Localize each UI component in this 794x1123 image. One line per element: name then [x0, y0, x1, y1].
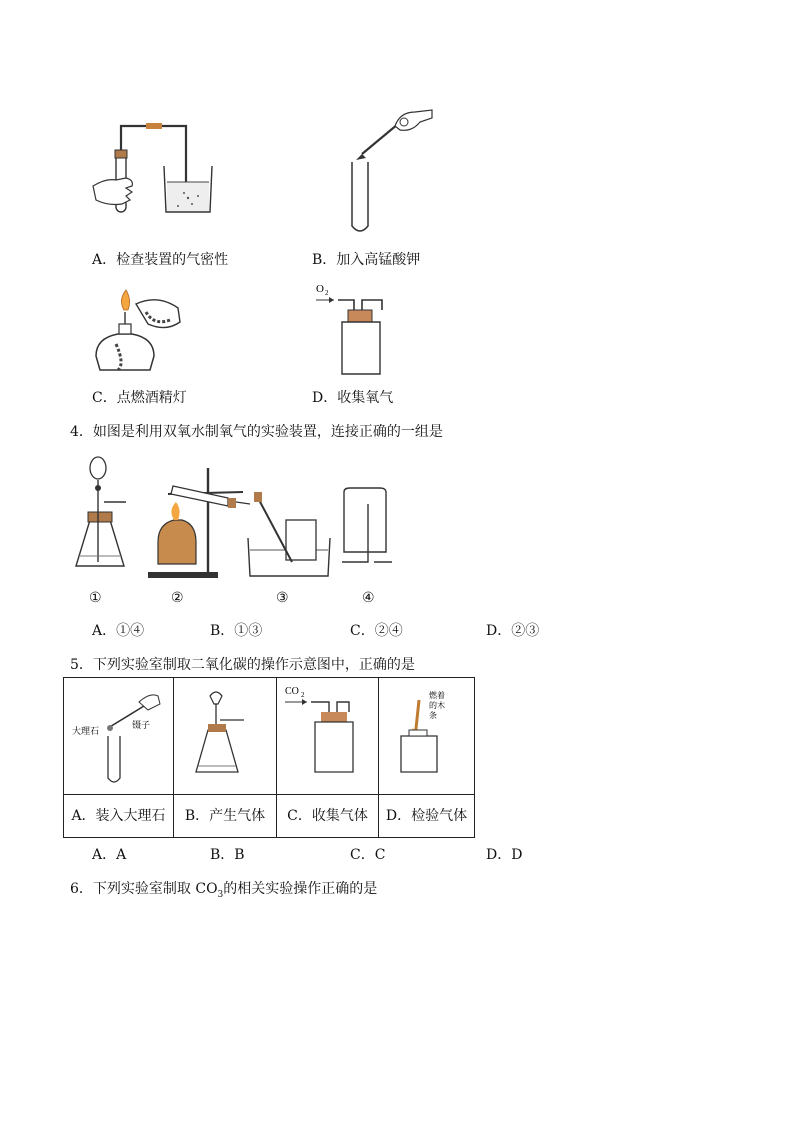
- q5-caption-b: B．产生气体: [184, 808, 266, 824]
- q4-stem: 4．如图是利用双氧水制氧气的实验装置，连接正确的一组是: [70, 424, 443, 440]
- q5-options-table: [63, 677, 475, 838]
- q5-caption-c: C．收集气体: [287, 808, 368, 824]
- burning-stick-label-1: 燃着: [429, 691, 445, 700]
- q5-caption-a: A．装入大理石: [71, 808, 166, 824]
- co2-label: CO: [285, 686, 299, 697]
- q5-option-c: C．C: [350, 847, 386, 863]
- q4-label-3: ③: [276, 590, 289, 606]
- q4-label-2: ②: [171, 590, 184, 606]
- q3-option-c: C．点燃酒精灯: [92, 390, 187, 406]
- o2-subscript: 2: [325, 289, 329, 297]
- q6-stem-sub: 3: [217, 889, 224, 900]
- burning-stick-label-2: 的木: [429, 701, 445, 710]
- q6-stem: [70, 878, 377, 900]
- q5-figure-d: [379, 678, 474, 794]
- q4-option-b: B．①③: [210, 623, 263, 639]
- tweezers-label: 镊子: [132, 720, 151, 730]
- q3-option-a: A．检查装置的气密性: [92, 252, 229, 268]
- q4-option-a: A．①④: [92, 623, 145, 639]
- figure-collect-oxygen: [312, 282, 402, 378]
- figure-airtightness-check: [88, 118, 218, 218]
- q5-figure-c: [277, 678, 378, 794]
- q5-option-d: D．D: [486, 847, 523, 863]
- q3-option-d: D．收集氧气: [312, 390, 394, 406]
- o2-label: O: [316, 283, 324, 295]
- q4-label-1: ①: [89, 590, 102, 606]
- q4-option-c: C．②④: [350, 623, 403, 639]
- figure-add-potassium-permanganate: [340, 104, 440, 234]
- marble-label: 大理石: [72, 726, 100, 736]
- q4-option-d: D．②③: [486, 623, 540, 639]
- q5-stem: 5．下列实验室制取二氧化碳的操作示意图中，正确的是: [70, 657, 415, 673]
- q4-label-4: ④: [362, 590, 375, 606]
- q5-figure-a: [64, 678, 173, 794]
- figure-light-alcohol-lamp: [88, 284, 198, 380]
- q5-figure-b: [174, 678, 276, 794]
- figure-q4-apparatus: [68, 452, 408, 582]
- q5-caption-d: D．检验气体: [385, 808, 468, 824]
- q5-option-b: B．B: [210, 847, 245, 863]
- q3-option-b: B．加入高锰酸钾: [312, 252, 421, 268]
- q6-stem-post: 的相关实验操作正确的是: [223, 881, 378, 897]
- co2-subscript: 2: [301, 691, 305, 699]
- q5-option-a: A．A: [92, 847, 127, 863]
- q6-stem-pre: 6．下列实验室制取 CO: [70, 881, 218, 897]
- burning-stick-label-3: 条: [429, 711, 437, 720]
